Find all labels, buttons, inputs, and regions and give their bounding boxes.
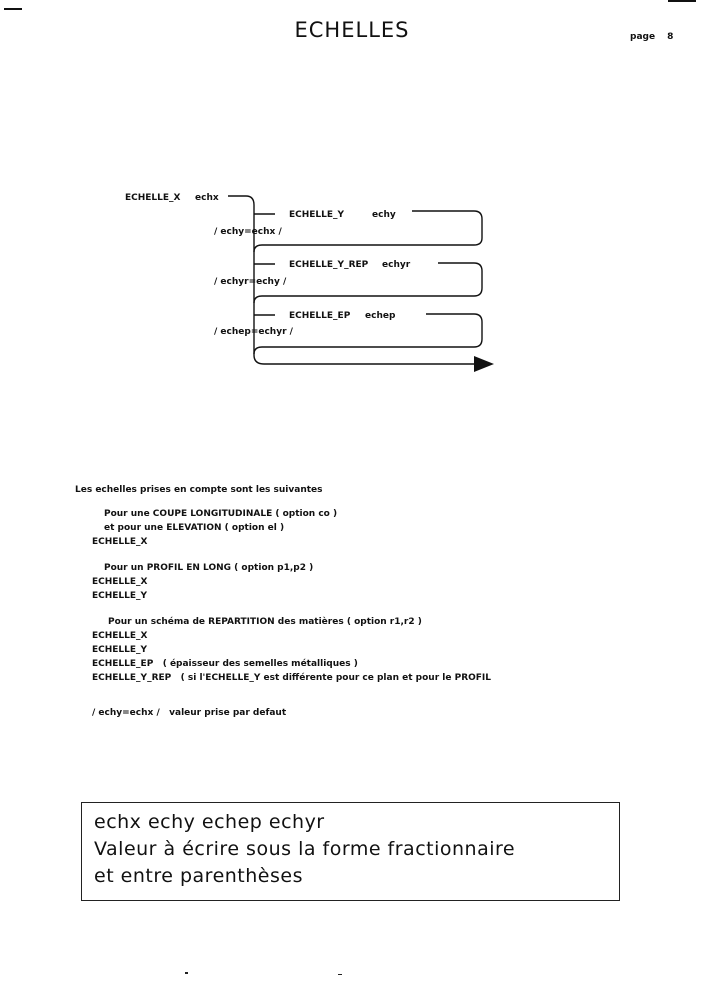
diagram-arrowhead <box>474 356 494 372</box>
profil-item-2: ECHELLE_Y <box>92 591 148 601</box>
diagram-echelle-ep: ECHELLE_EP <box>289 311 351 321</box>
note-box-line-1: echx echy echep echyr <box>94 811 325 833</box>
diagram-echep: echep <box>365 311 396 321</box>
repartition-item-2: ECHELLE_Y <box>92 645 148 655</box>
diagram-default-echy: / echy=echx / <box>214 227 282 237</box>
syntax-diagram <box>0 0 704 420</box>
page-label: page <box>630 32 656 42</box>
repartition-item-3: ECHELLE_EP ( épaisseur des semelles métalliques ) <box>92 659 358 669</box>
coupe-item-1: ECHELLE_X <box>92 537 148 547</box>
diagram-echyr: echyr <box>382 260 411 270</box>
diagram-echy: echy <box>372 210 396 220</box>
repartition-item-4: ECHELLE_Y_REP ( si l'ECHELLE_Y est différente pour ce plan et pour le PROFIL <box>92 673 492 683</box>
note-box-line-2: Valeur à écrire sous la forme fractionnaire <box>94 838 516 860</box>
default-note: / echy=echx / valeur prise par defaut <box>92 708 287 718</box>
speck-mark <box>338 974 342 975</box>
note-box <box>81 802 620 901</box>
diagram-echelle-y-rep: ECHELLE_Y_REP <box>289 260 369 270</box>
repartition-item-1: ECHELLE_X <box>92 631 148 641</box>
profil-line: Pour un PROFIL EN LONG ( option p1,p2 ) <box>104 563 314 573</box>
intro-text: Les echelles prises en compte sont les suivantes <box>75 485 323 495</box>
coupe-line-2: et pour une ELEVATION ( option el ) <box>104 523 285 533</box>
speck-mark <box>185 972 188 974</box>
note-box-line-3: et entre parenthèses <box>94 865 303 887</box>
profil-item-1: ECHELLE_X <box>92 577 148 587</box>
page-number: 8 <box>667 32 674 42</box>
diagram-main-track <box>228 196 254 252</box>
coupe-line-1: Pour une COUPE LONGITUDINALE ( option co ) <box>104 509 338 519</box>
page-title: ECHELLES <box>294 18 410 42</box>
diagram-echelle-y: ECHELLE_Y <box>289 210 345 220</box>
diagram-default-echyr: / echyr=echy / <box>214 277 287 287</box>
diagram-echx: echx <box>195 193 219 203</box>
repartition-line: Pour un schéma de REPARTITION des matières ( option r1,r2 ) <box>108 617 422 627</box>
diagram-echelle-x: ECHELLE_X <box>125 193 181 203</box>
diagram-default-echep: / echep=echyr / <box>214 327 293 337</box>
